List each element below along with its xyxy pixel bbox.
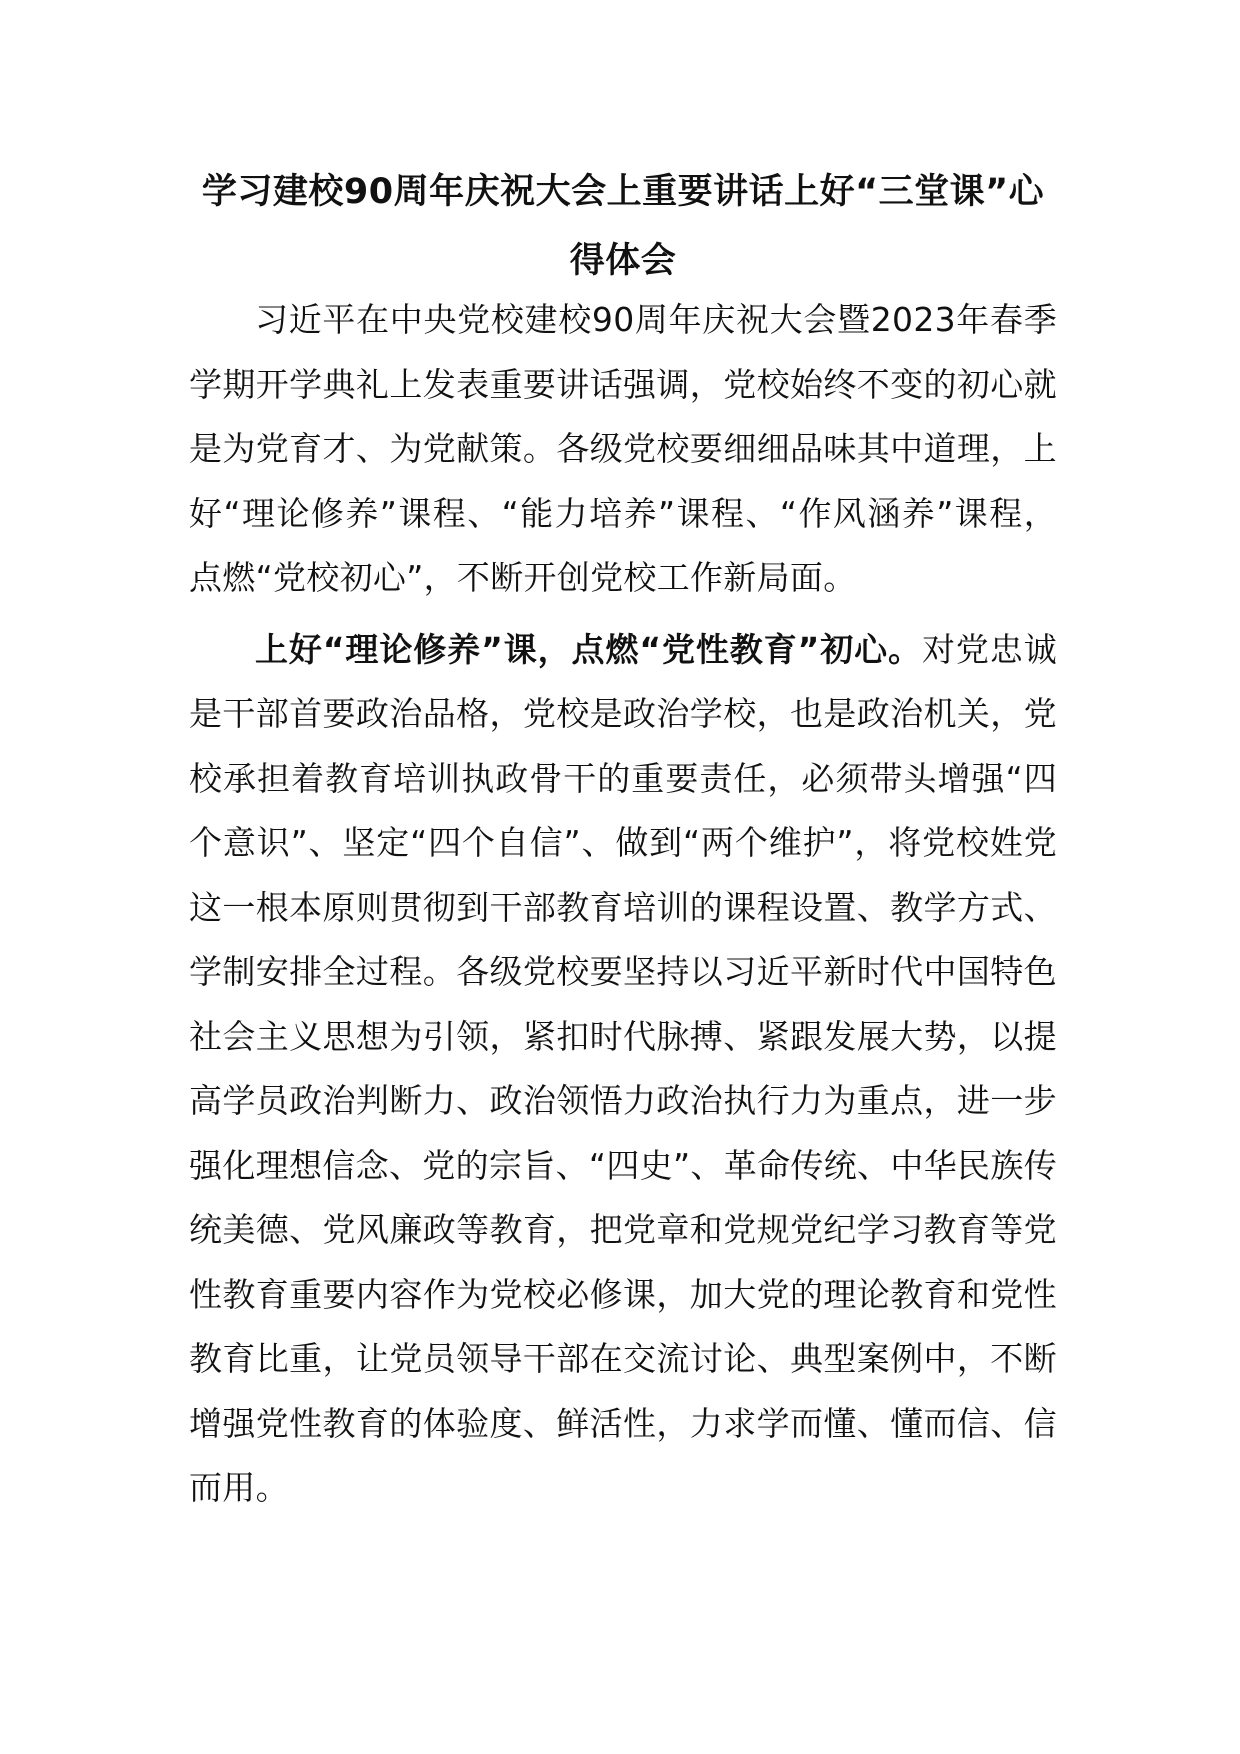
paragraph-text: 对党忠诚是干部首要政治品格，党校是政治学校，也是政治机关，党校承担着教育培训执政骨干的重要责任，必须带头增强“四个意识”、坚定“四个自信”、做到“两个维护”，将党校姓党这一根本原则贯彻到干部教育培训的课程设置、教学方式、学制安排全过程。各级党校要坚持以习近平新时代中国特色社会主义思想为引领，紧扣时代脉搏、紧跟发展大势，以提高学员政治判断力、政治领悟力政治执行力为重点，进一步强化理想信念、党的宗旨、“四史”、革命传统、中华民族传统美德、党风廉政等教育，把党章和党规党纪学习教育等党性教育重要内容作为党校必修课，加大党的理论教育和党性教育比重，让党员领导干部在交流讨论、典型案例中，不断增强党性教育的体验度、鲜活性，力求学而懂、懂而信、信而用。 [189,629,1057,1507]
body-paragraph-intro [189,288,1057,611]
body-paragraph-theory-course [189,618,1057,1521]
paragraph-text: 习近平在中央党校建校90周年庆祝大会暨2023年春季学期开学典礼上发表重要讲话强调，党校始终不变的初心就是为党育才、为党献策。各级党校要细细品味其中道理，上好“理论修养”课程、“能力培养”课程、“作风涵养”课程，点燃“党校初心”，不断开创党校工作新局面。 [189,300,1057,597]
document-page [189,158,1057,1521]
paragraph-lead-heading: 上好“理论修养”课，点燃“党性教育”初心。 [255,629,922,669]
document-title: 学习建校90周年庆祝大会上重要讲话上好“三堂课”心得体会 [201,172,1045,281]
